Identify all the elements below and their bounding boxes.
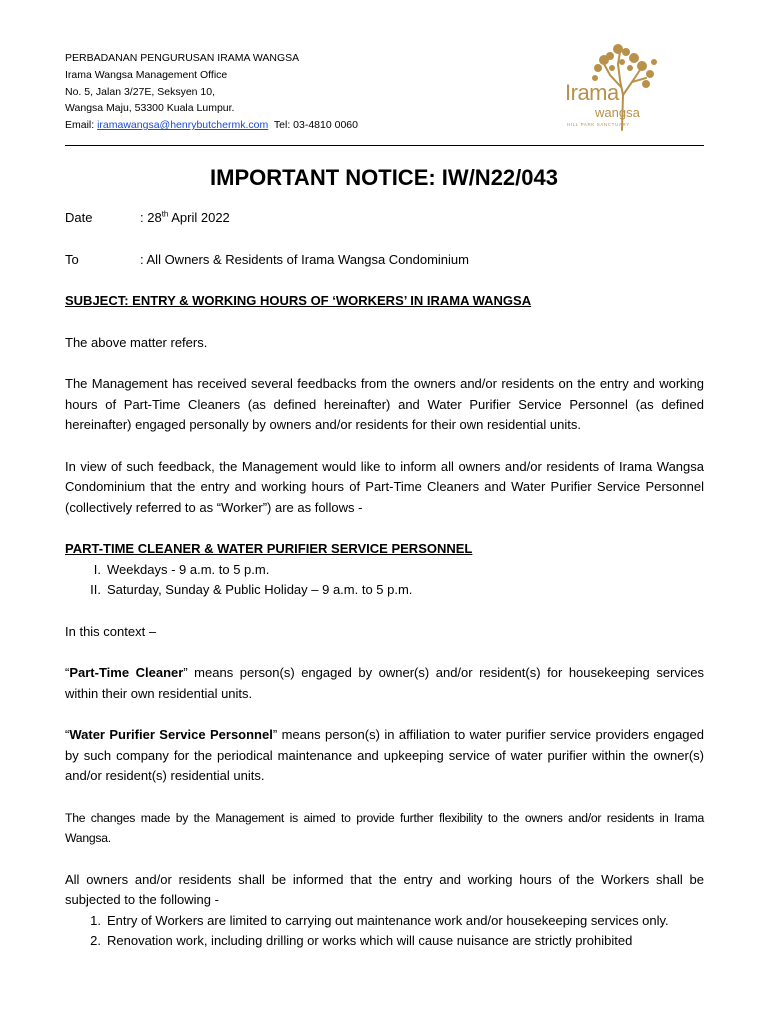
list-item bbox=[65, 580, 704, 601]
letterhead bbox=[65, 50, 358, 134]
definition-part-time-cleaner bbox=[65, 663, 704, 704]
list-number: 1. bbox=[90, 912, 101, 928]
notice-body bbox=[65, 208, 704, 952]
email-label: Email: bbox=[65, 119, 98, 132]
office-name: Irama Wangsa Management Office bbox=[65, 68, 228, 81]
logo-tagline: HILL PARK SANCTUARY bbox=[567, 122, 630, 127]
spacer bbox=[65, 787, 704, 808]
list-text: Entry of Workers are limited to carrying out maintenance work and/or housekeeping services only. bbox=[107, 912, 669, 928]
address-line-2: Wangsa Maju, 53300 Kuala Lumpur. bbox=[65, 102, 235, 115]
context-line: In this context – bbox=[65, 623, 157, 639]
list-text: Weekdays - 9 a.m. to 5 p.m. bbox=[107, 561, 270, 577]
list-text: Renovation work, including drilling or works which will cause nuisance are strictly prohibited bbox=[107, 933, 633, 948]
date-day: : 28 bbox=[140, 210, 162, 225]
org-name: PERBADANAN PENGURUSAN IRAMA WANGSA bbox=[65, 52, 300, 64]
list-item bbox=[65, 931, 704, 952]
spacer bbox=[65, 642, 704, 663]
list-number: II. bbox=[90, 582, 101, 597]
list-item bbox=[65, 911, 704, 932]
date-month-year: April 2022 bbox=[168, 210, 230, 225]
list-number: I. bbox=[93, 561, 101, 577]
changes-paragraph: The changes made by the Management is aimed to provide further flexibility to the owners and/or residents in Irama Wangsa. bbox=[65, 810, 704, 845]
quote-open: “ bbox=[65, 727, 70, 742]
spacer bbox=[65, 518, 704, 539]
list-item bbox=[65, 560, 704, 581]
address-line-1: No. 5, Jalan 3/27E, Seksyen 10, bbox=[65, 85, 216, 98]
feedback-paragraph: The Management has received several feedbacks from the owners and/or residents on the entry and working hours of Part-Time Cleaners (as defined hereinafter) and Water Purifier Service Personnel (as defined hereinafter) engaged personally by owners and/or residents for their own residential units. bbox=[65, 376, 704, 432]
spacer bbox=[65, 849, 704, 870]
header-divider bbox=[65, 145, 704, 146]
telephone: Tel: 03-4810 0060 bbox=[268, 119, 358, 132]
quote-open: “ bbox=[65, 665, 70, 680]
logo-word-irama: Irama bbox=[565, 80, 619, 105]
conditions-list bbox=[65, 911, 704, 952]
spacer bbox=[65, 353, 704, 374]
to-label: To bbox=[65, 251, 79, 267]
definition-term: Water Purifier Service Personnel bbox=[69, 727, 273, 742]
date-label: Date bbox=[65, 210, 93, 225]
list-text: Saturday, Sunday & Public Holiday – 9 a.m. to 5 p.m. bbox=[107, 582, 413, 597]
intro-paragraph: The above matter refers. bbox=[65, 334, 208, 350]
notice-title: IMPORTANT NOTICE: IW/N22/043 bbox=[210, 165, 558, 190]
logo-word-wangsa: wangsa bbox=[595, 105, 640, 120]
announcement-paragraph: In view of such feedback, the Management would like to inform all owners and/or residents of Irama Wangsa Condominium that the entry and working hours of Part-Time Cleaners and Water Purifier Service Personnel (collectively referred to as “Worker”) are as follows - bbox=[65, 458, 704, 515]
spacer bbox=[65, 704, 704, 725]
hours-list bbox=[65, 560, 704, 601]
date-suffix: th bbox=[161, 209, 169, 219]
definition-text: ” means person(s) engaged by owner(s) and/or resident(s) for housekeeping services within their own residential units. bbox=[65, 665, 704, 701]
spacer bbox=[65, 436, 704, 457]
conditions-intro: All owners and/or residents shall be informed that the entry and working hours of the Workers shall be subjected to the following - bbox=[65, 871, 704, 907]
contact-line bbox=[65, 117, 358, 134]
subject-line: SUBJECT: ENTRY & WORKING HOURS OF ‘WORKERS’ IN IRAMA WANGSA bbox=[65, 293, 532, 308]
to-row bbox=[65, 250, 704, 271]
spacer bbox=[65, 312, 704, 333]
date-row bbox=[65, 208, 704, 229]
definition-term: Part-Time Cleaner bbox=[69, 665, 184, 680]
list-number: 2. bbox=[90, 933, 101, 948]
spacer bbox=[65, 601, 704, 622]
to-value: : All Owners & Residents of Irama Wangsa Condominium bbox=[140, 251, 469, 267]
definition-text: ” means person(s) in affiliation to water purifier service providers engaged by such company for the periodical maintenance and upkeeping service of water purifier within the owner(s) and/or resident(s) residential units. bbox=[65, 727, 704, 783]
logo-wordmark bbox=[565, 80, 640, 127]
spacer bbox=[65, 229, 704, 250]
definition-water-purifier bbox=[65, 725, 704, 787]
email-link[interactable]: iramawangsa@henrybutchermk.com bbox=[97, 119, 269, 132]
date-value bbox=[140, 208, 230, 229]
hours-heading: PART-TIME CLEANER & WATER PURIFIER SERVICE PERSONNEL bbox=[65, 541, 473, 556]
spacer bbox=[65, 270, 704, 291]
